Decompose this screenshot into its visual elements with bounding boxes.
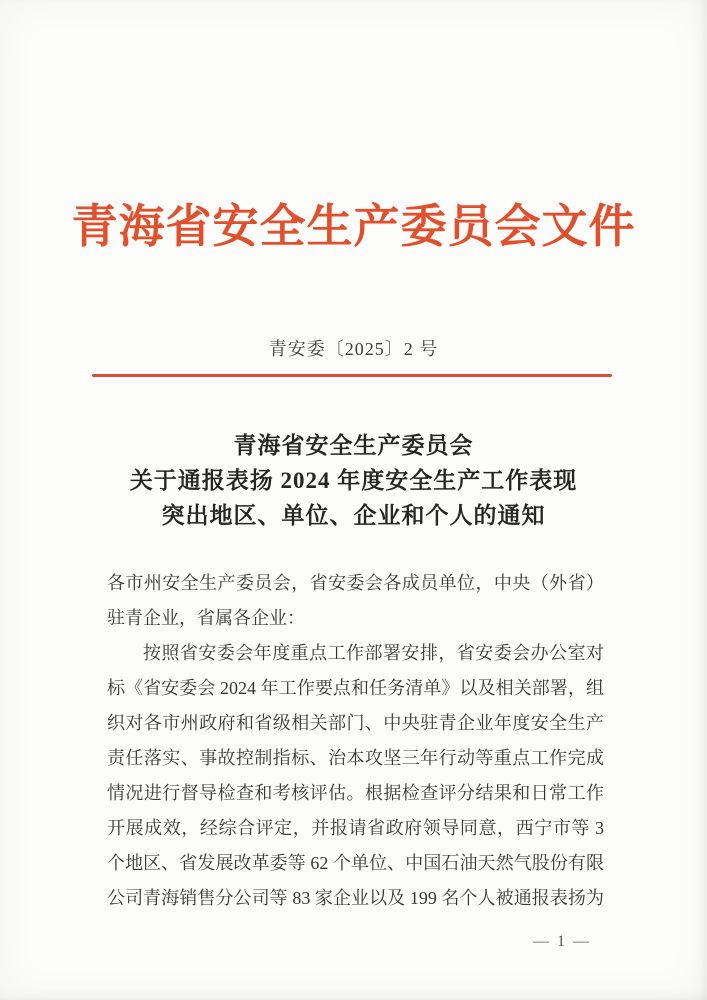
notice-title (0, 428, 707, 533)
body-line: 驻青企业，省属各企业： (107, 608, 305, 628)
document-header-title: 青海省安全生产委员会文件 (71, 201, 636, 252)
document-number: 青安委〔2025〕2 号 (268, 339, 439, 359)
notice-body (107, 566, 604, 916)
red-divider-line (92, 374, 612, 377)
notice-title-line-1: 青海省安全生产委员会 (233, 433, 474, 458)
body-line: 情况进行督导检查和考核评估。根据检查评分结果和日常工作 (107, 783, 604, 803)
page-number: — 1 — (533, 933, 591, 950)
body-line: 责任落实、事故控制指标、治本攻坚三年行动等重点工作完成 (107, 748, 604, 768)
body-line: 标《省安委会 2024 年工作要点和任务清单》以及相关部署，组 (107, 678, 604, 698)
body-line: 公司青海销售分公司等 83 家企业以及 199 名个人被通报表扬为 (107, 888, 604, 908)
body-line: 织对各市州政府和省级相关部门、中央驻青企业年度安全生产 (107, 713, 604, 733)
notice-title-line-2: 关于通报表扬 2024 年度安全生产工作表现 (129, 468, 578, 493)
notice-title-line-3: 突出地区、单位、企业和个人的通知 (161, 503, 546, 528)
body-line: 按照省安委会年度重点工作部署安排，省安委会办公室对 (143, 643, 604, 663)
body-line: 开展成效，经综合评定，并报请省政府领导同意，西宁市等 3 (107, 818, 604, 838)
body-line: 各市州安全生产委员会，省安委会各成员单位，中央（外省） (107, 573, 604, 593)
body-line: 个地区、省发展改革委等 62 个单位、中国石油天然气股份有限 (107, 853, 604, 873)
